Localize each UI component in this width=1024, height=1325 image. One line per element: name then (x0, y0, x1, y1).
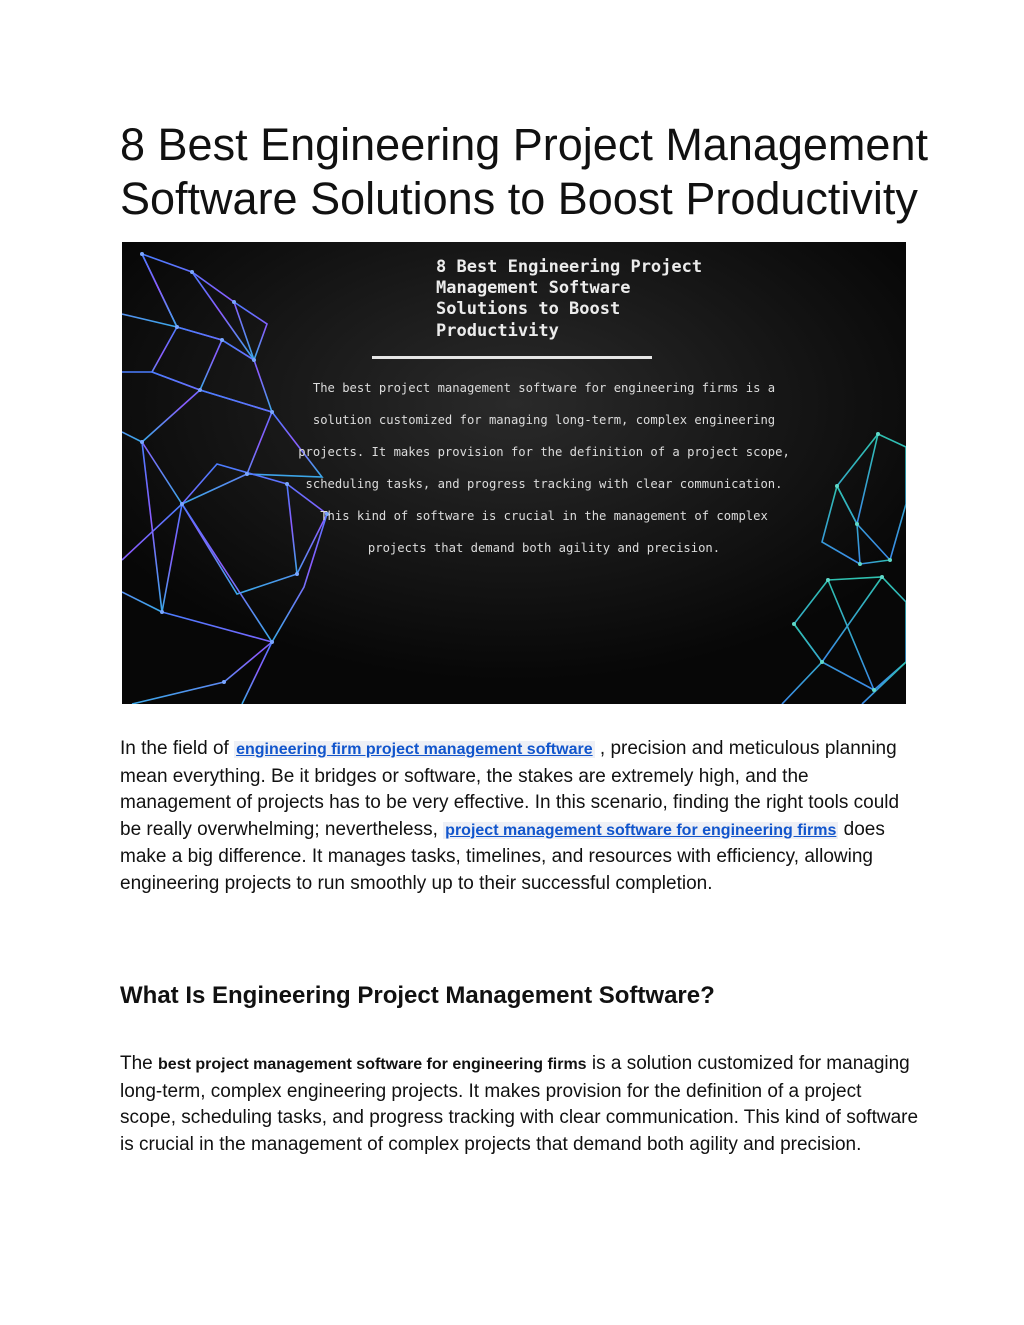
hero-heading-line: Management Software (436, 278, 631, 298)
page-title: 8 Best Engineering Project Management Software Solutions to Boost Productivity (120, 119, 928, 224)
hero-body-line: scheduling tasks, and progress tracking with clear communication. (305, 477, 783, 491)
hero-body-line: The best project management software for engineering firms is a (312, 381, 776, 395)
intro-text: , precision and meticulous planning mean everything. Be it bridges or software, the stakes are extremely high, and the management of projects has to be very effective. In this scenario, finding the right tools could be really overwhelming; nevertheless, (120, 738, 900, 840)
intro-text: In the field of (120, 738, 235, 759)
hero-body-line: This kind of software is crucial in the management of complex (320, 509, 768, 523)
hero-heading-line: 8 Best Engineering Project (436, 257, 703, 277)
hero-body-line: solution customized for managing long-term, complex engineering (312, 413, 776, 427)
hero-divider (372, 356, 652, 359)
link-pm-software-for-engineering-firms[interactable]: project management software for engineering firms (445, 821, 837, 839)
hero-heading-line: Productivity (436, 321, 559, 341)
definition-text: is a solution customized for managing long-term, complex engineering projects. It makes provision for the definition of a project scope, scheduling tasks, and progress tracking with clear communication. This kind of software is crucial in the management of complex projects that demand both agility and precision. (120, 1053, 919, 1155)
intro-paragraph (120, 736, 920, 897)
definition-text: The (120, 1053, 159, 1074)
section-heading: What Is Engineering Project Management Software? (120, 982, 715, 1009)
hero-heading-line: Solutions to Boost (436, 299, 621, 319)
hero-body-line: projects. It makes provision for the definition of a project scope, (298, 445, 790, 459)
definition-paragraph (120, 1051, 920, 1158)
link-engineering-firm-pm-software[interactable]: engineering firm project management software (236, 741, 593, 758)
definition-bold-term: best project management software for engineering firms (158, 1056, 587, 1073)
intro-text: does make a big difference. It manages tasks, timelines, and resources with efficiency, allowing engineering projects to run smoothly up to their successful completion. (120, 818, 885, 894)
hero-image (122, 242, 906, 704)
hero-body-line: projects that demand both agility and precision. (367, 541, 721, 555)
hero-graphic (122, 242, 906, 704)
